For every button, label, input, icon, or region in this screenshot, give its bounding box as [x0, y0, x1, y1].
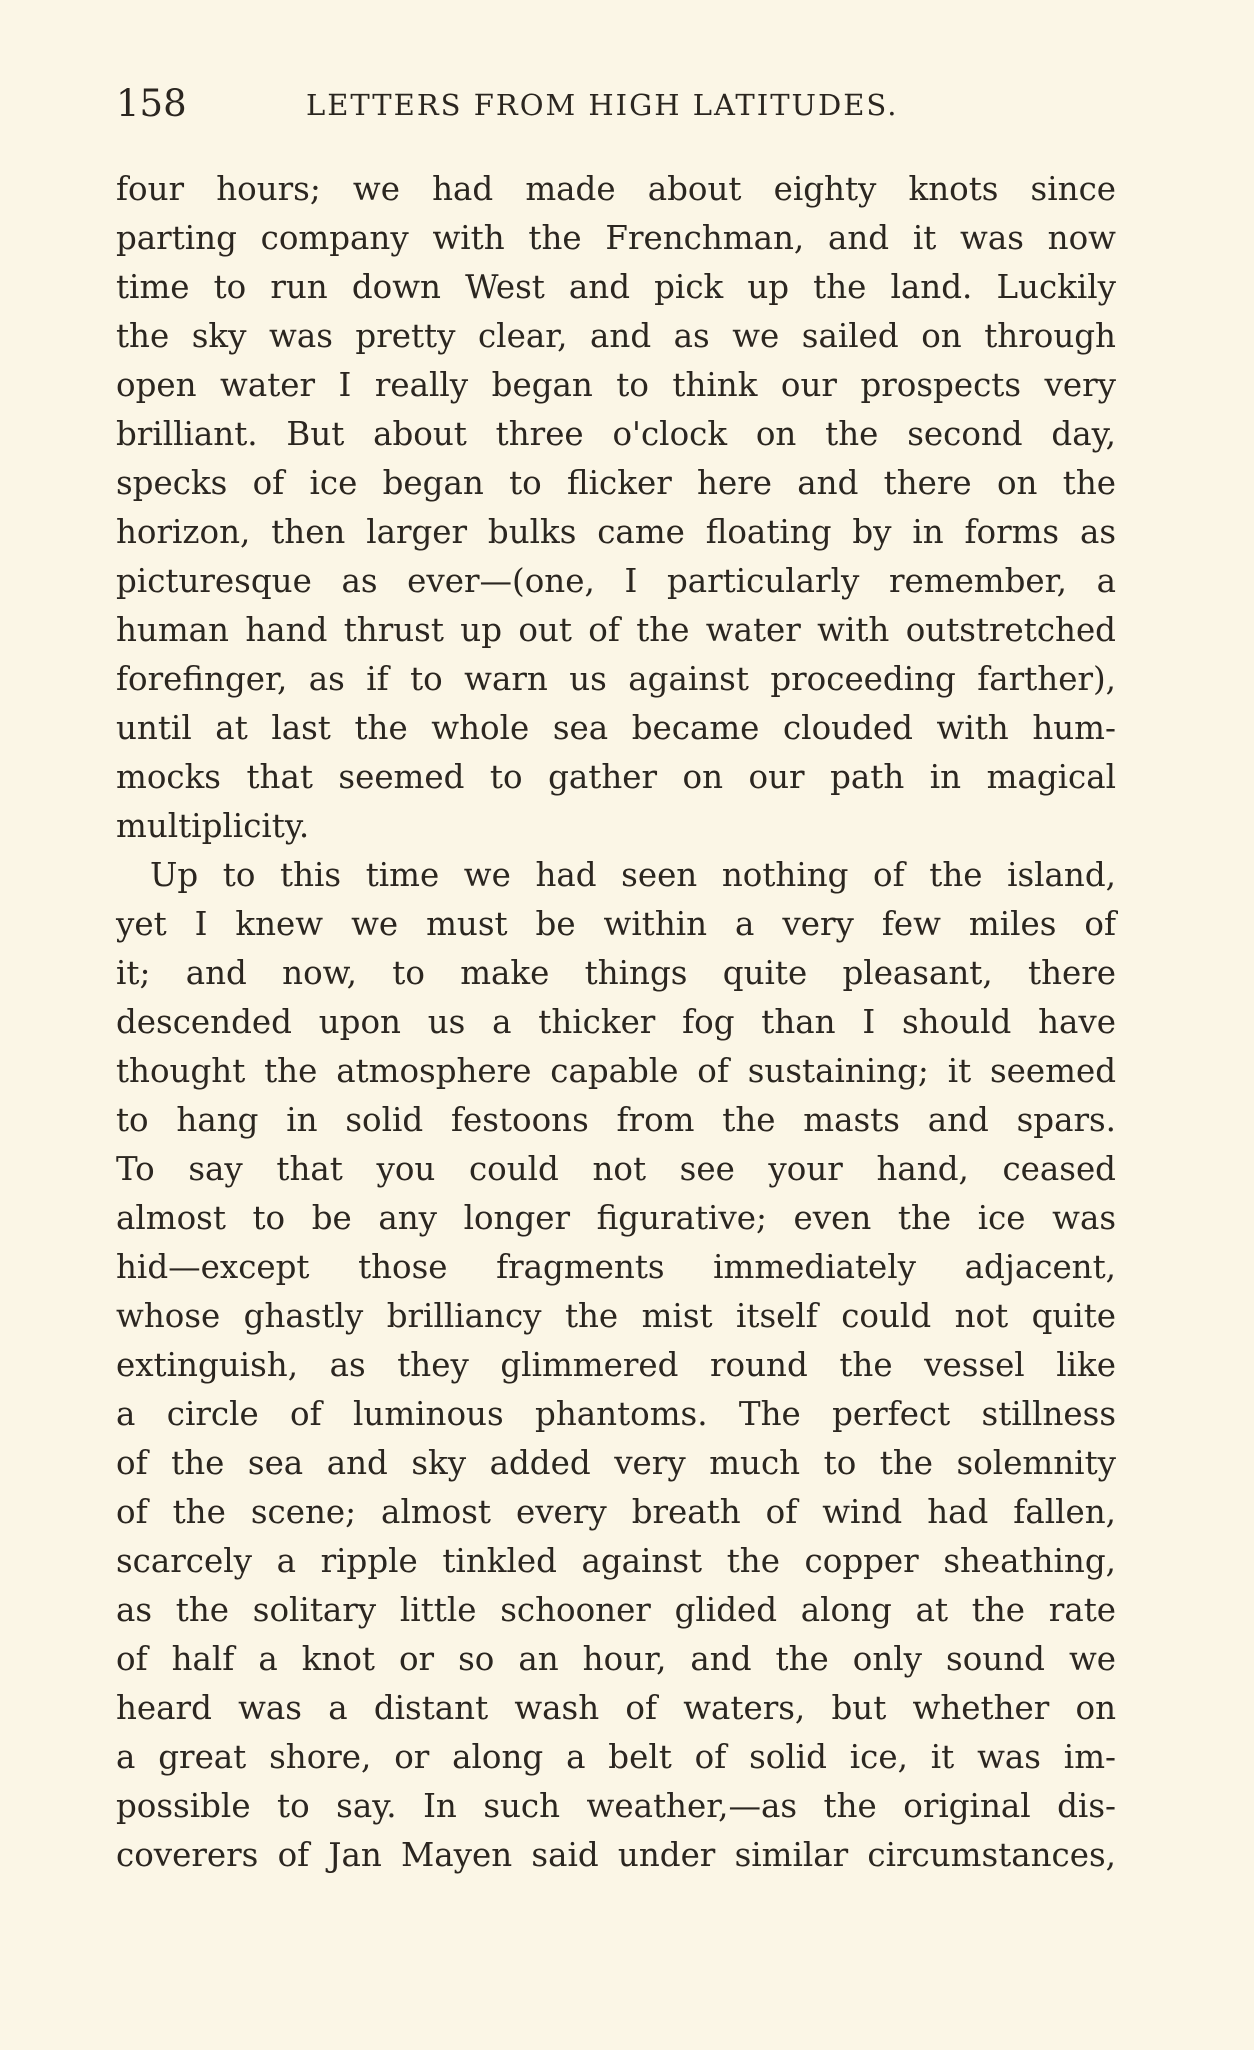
text-line: whose ghastly brilliancy the mist itself could not quite — [116, 1297, 1116, 1335]
text-line: multiplicity. — [116, 807, 310, 845]
text-line: extinguish, as they glimmered round the vessel like — [116, 1346, 1116, 1384]
text-line: hid—except those fragments immediately adjacent, — [116, 1248, 1116, 1286]
text-line: yet I knew we must be within a very few miles of — [116, 905, 1116, 943]
text-line: of half a knot or so an hour, and the only sound we — [116, 1640, 1116, 1678]
text-line: Up to this time we had seen nothing of the island, — [150, 856, 1116, 894]
text-line: forefinger, as if to warn us against proceeding farther), — [116, 660, 1116, 698]
text-line: scarcely a ripple tinkled against the copper sheathing, — [116, 1542, 1116, 1580]
text-line: thought the atmosphere capable of sustaining; it seemed — [116, 1052, 1116, 1090]
text-line: picturesque as ever—(one, I particularly remember, a — [116, 562, 1116, 600]
text-line: time to run down West and pick up the land. Luckily — [116, 268, 1116, 306]
text-line: as the solitary little schooner glided along at the rate — [116, 1591, 1116, 1629]
paragraph — [116, 165, 1116, 851]
text-line: mocks that seemed to gather on our path in magical — [116, 758, 1116, 796]
text-line: a great shore, or along a belt of solid ice, it was im- — [116, 1738, 1116, 1776]
text-line: heard was a distant wash of waters, but whether on — [116, 1689, 1116, 1727]
text-line: possible to say. In such weather,—as the original dis- — [116, 1787, 1116, 1825]
text-line: of the sea and sky added very much to the solemnity — [116, 1444, 1116, 1482]
text-line: To say that you could not see your hand, ceased — [116, 1150, 1116, 1188]
text-line: descended upon us a thicker fog than I should have — [116, 1003, 1116, 1041]
page-number: 158 — [116, 82, 187, 125]
text-line: human hand thrust up out of the water with outstretched — [116, 611, 1116, 649]
page-header — [116, 80, 1116, 128]
text-line: a circle of luminous phantoms. The perfect stillness — [116, 1395, 1116, 1433]
running-title: LETTERS FROM HIGH LATITUDES. — [306, 88, 899, 122]
text-line: to hang in solid festoons from the masts and spars. — [116, 1101, 1116, 1139]
text-line: open water I really began to think our prospects very — [116, 366, 1116, 404]
text-line: the sky was pretty clear, and as we sailed on through — [116, 317, 1116, 355]
paragraph — [116, 851, 1116, 1880]
text-line: until at last the whole sea became clouded with hum- — [116, 709, 1116, 747]
text-line: it; and now, to make things quite pleasant, there — [116, 954, 1116, 992]
text-line: coverers of Jan Mayen said under similar circumstances, — [116, 1836, 1116, 1874]
text-line: horizon, then larger bulks came floating by in forms as — [116, 513, 1116, 551]
text-line: four hours; we had made about eighty knots since — [116, 170, 1116, 208]
text-line: almost to be any longer figurative; even the ice was — [116, 1199, 1116, 1237]
body-text — [116, 165, 1116, 1880]
text-line: brilliant. But about three o'clock on the second day, — [116, 415, 1116, 453]
text-line: of the scene; almost every breath of wind had fallen, — [116, 1493, 1116, 1531]
text-line: specks of ice began to flicker here and there on the — [116, 464, 1116, 502]
text-line: parting company with the Frenchman, and it was now — [116, 219, 1116, 257]
